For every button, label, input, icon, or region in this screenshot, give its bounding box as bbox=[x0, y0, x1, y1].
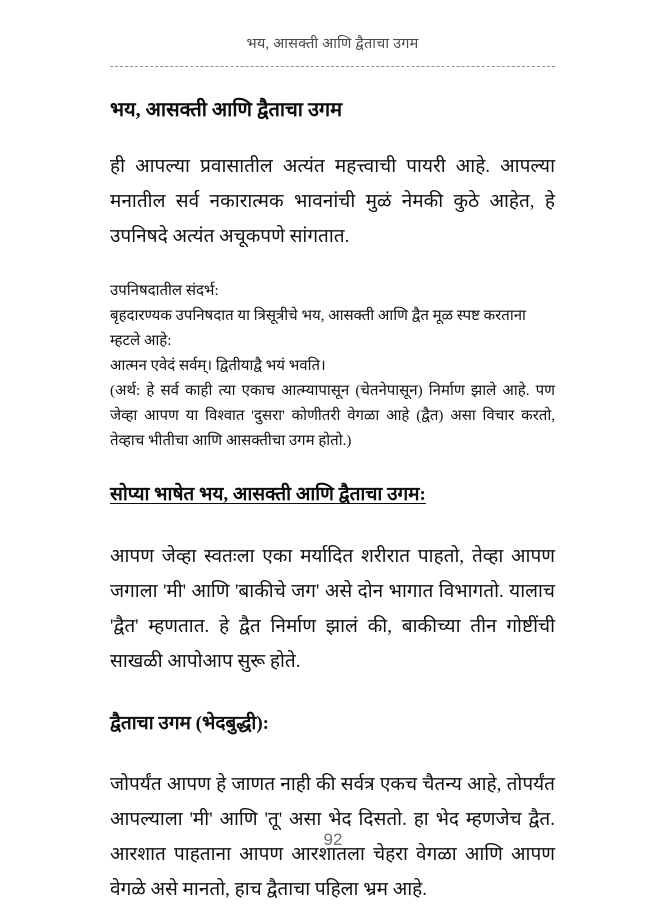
reference-intro: बृहदारण्यक उपनिषदात या त्रिसूत्रीचे भय, आसक्ती आणि द्वैत मूळ स्पष्ट करताना म्हटले आहे: bbox=[110, 308, 526, 349]
upanishad-reference-block bbox=[110, 279, 555, 454]
reference-label: उपनिषदातील संदर्भ: bbox=[110, 283, 219, 299]
page-title: भय, आसक्ती आणि द्वैताचा उगम bbox=[110, 99, 343, 121]
intro-paragraph: ही आपल्या प्रवासातील अत्यंत महत्त्वाची पायरी आहे. आपल्या मनातील सर्व नकारात्मक भावनांची मुळं नेमकी कुठे आहेत, हे उपनिषदे अत्यंत अचूकपणे सांगतात. bbox=[110, 156, 555, 247]
mirror-illusion-paragraph: जोपर्यंत आपण हे जाणत नाही की सर्वत्र एकच चैतन्य आहे, तोपर्यंत आपल्याला 'मी' आणि 'तू' असा भेद दिसतो. हा भेद म्हणजेच द्वैत. आरशात पाहताना आपण आरशातला चेहरा वेगळा आणि आपण वेगळे असे मानतो, हाच द्वैताचा पहिला भ्रम आहे. bbox=[110, 774, 555, 900]
sub-heading-duality-origin: द्वैताचा उगम (भेदबुद्धी): bbox=[110, 713, 270, 734]
running-header: भय, आसक्ती आणि द्वैताचा उगम bbox=[246, 36, 419, 52]
section-heading-underlined: सोप्या भाषेत भय, आसक्ती आणि द्वैताचा उगम: bbox=[110, 484, 426, 505]
header-divider-dashed bbox=[110, 66, 555, 67]
reference-meaning: (अर्थ: हे सर्व काही त्या एकाच आत्म्यापासून (चेतनेपासून) निर्माण झाले आहे. पण जेव्हा आपण या विश्वात 'दुसरा' कोणीतरी वेगळा आहे (द्वैत) असा विचार करतो, तेव्हाच भीतीचा आणि आसक्तीचा उगम होतो.) bbox=[110, 383, 555, 449]
page-number: 92 bbox=[323, 830, 343, 849]
duality-explanation-paragraph: आपण जेव्हा स्वतःला एका मर्यादित शरीरात पाहतो, तेव्हा आपण जगाला 'मी' आणि 'बाकीचे जग' असे दोन भागात विभागतो. यालाच 'द्वैत' म्हणतात. हे द्वैत निर्माण झालं की, बाकीच्या तीन गोष्टींची साखळी आपोआप सुरू होते. bbox=[110, 546, 555, 672]
reference-shloka: आत्मन एवेदं सर्वम्। द्वितीयाद्वै भयं भवति। bbox=[110, 358, 326, 374]
